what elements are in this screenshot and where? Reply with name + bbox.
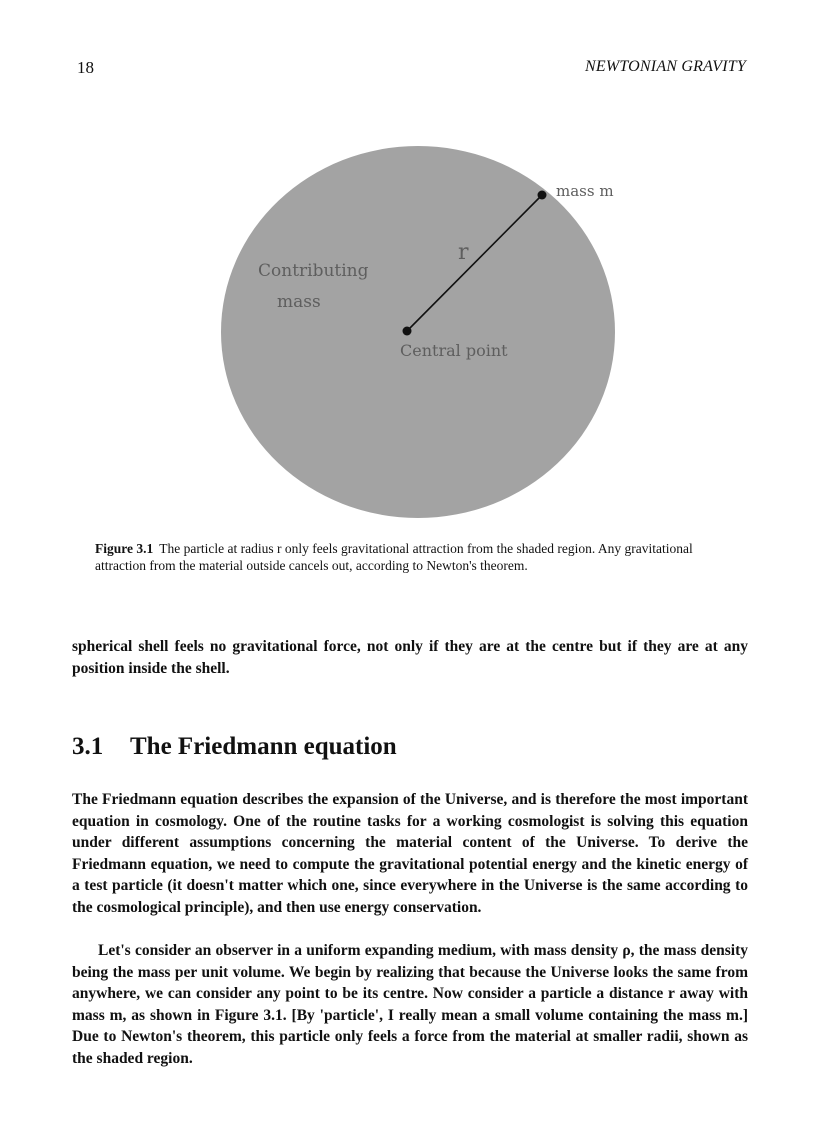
figure-3-1 <box>0 130 816 530</box>
figure-diagram <box>0 130 816 530</box>
figure-caption <box>95 540 725 574</box>
paragraph-friedmann-intro: The Friedmann equation describes the expansion of the Universe, and is therefore the most important equation in cosmology. One of the routine tasks for a working cosmologist is solving this equation under different assumptions concerning the material content of the Universe. To derive the Friedmann equation, we need to compute the gravitational potential energy and the kinetic energy of a test particle (it doesn't matter which one, since everywhere in the Universe is the same according to the cosmological principle), and then use energy conservation. <box>72 791 748 916</box>
shaded-region <box>221 146 615 518</box>
figure-caption-text: The particle at radius r only feels gravitational attraction from the shaded region. Any gravitational attraction from the material outside cancels out, according to Newton's theorem. <box>95 541 693 573</box>
paragraph-continuation: spherical shell feels no gravitational force, not only if they are at the centre but if they are at any position inside the shell. <box>72 638 748 677</box>
mass-m-label: mass m <box>556 182 614 200</box>
figure-caption-label: Figure 3.1 <box>95 541 154 556</box>
central-point-label: Central point <box>400 341 508 360</box>
mass-m-marker <box>538 191 547 200</box>
contributing-mass-label-line1: Contributing <box>258 261 369 281</box>
paragraph-observer: Let's consider an observer in a uniform expanding medium, with mass density ρ, the mass density being the mass per unit volume. We begin by realizing that because the Universe looks the same from anywhere, we can consider any point to be its centre. Now consider a particle a distance r away with mass m, as shown in Figure 3.1. [By 'particle', I really mean a small volume containing the mass m.] Due to Newton's theorem, this particle only feels a force from the material at smaller radii, shown as the shaded region. <box>72 942 748 1067</box>
section-heading <box>72 733 397 761</box>
section-number: 3.1 <box>72 733 104 760</box>
radius-label: r <box>458 240 469 265</box>
contributing-mass-label-line2: mass <box>277 292 321 312</box>
central-point-marker <box>403 327 412 336</box>
running-head: NEWTONIAN GRAVITY <box>585 58 746 75</box>
section-title: The Friedmann equation <box>130 733 397 760</box>
page-number: 18 <box>77 58 94 77</box>
